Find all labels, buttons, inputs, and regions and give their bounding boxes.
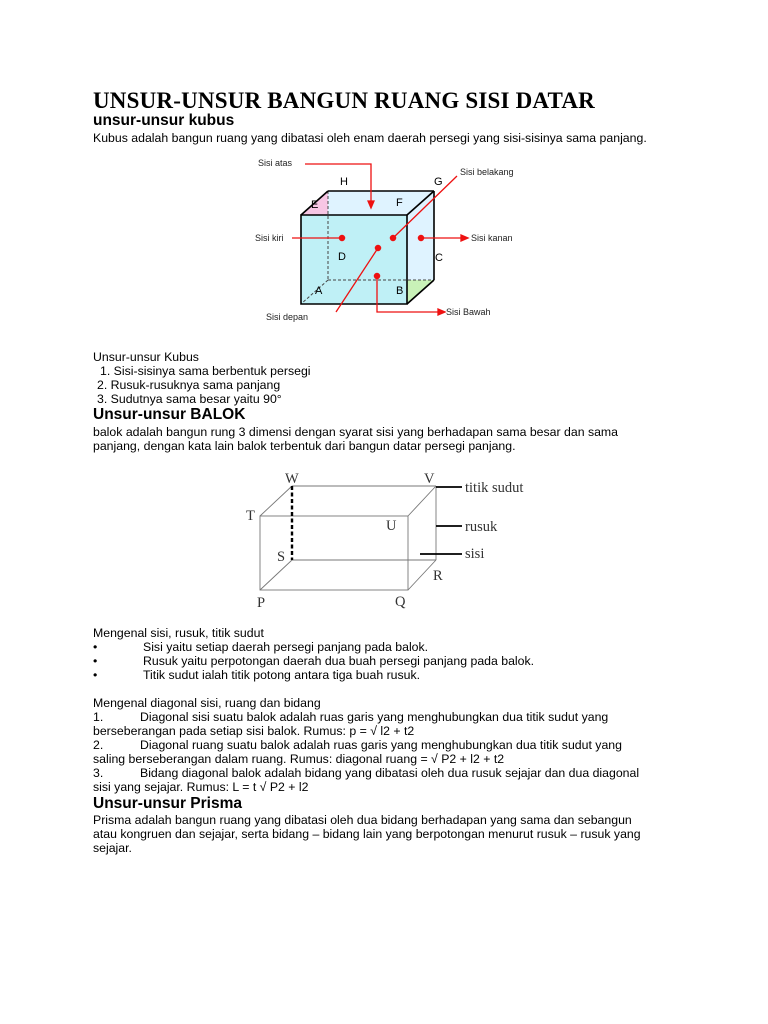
numbered-3-num: 3.: [93, 766, 104, 780]
label-sisi-bawah: Sisi Bawah: [446, 307, 491, 317]
kubus-item-3: 3. Sudutnya sama besar yaitu 90°: [97, 392, 282, 406]
vertex-u: U: [386, 518, 397, 534]
numbered-2-line-1: Diagonal ruang suatu balok adalah ruas garis yang menghubungkan dua titik sudut yang: [140, 738, 622, 752]
vertex-e: E: [311, 199, 319, 211]
kubus-figure: [250, 152, 535, 337]
label-sisi-depan: Sisi depan: [266, 312, 309, 322]
kubus-item-2: 2. Rusuk-rusuknya sama panjang: [97, 378, 281, 392]
vertex-s: S: [277, 549, 286, 565]
vertex-v: V: [424, 471, 435, 487]
numbered-2-num: 2.: [93, 738, 104, 752]
kubus-heading: unsur-unsur kubus: [93, 112, 235, 129]
numbered-3-line-1: Bidang diagonal balok adalah bidang yang dibatasi oleh dua rusuk sejajar dan dua diagonal: [140, 766, 640, 780]
prisma-line-3: sejajar.: [93, 841, 132, 855]
mengenal-2-title: Mengenal diagonal sisi, ruang dan bidang: [93, 696, 321, 710]
label-sisi-atas: Sisi atas: [258, 158, 293, 168]
kubus-intro: Kubus adalah bangun ruang yang dibatasi oleh enam daerah persegi yang sisi-sisinya sama panjang.: [93, 131, 647, 145]
kubus-list-title: Unsur-unsur Kubus: [93, 350, 199, 364]
vertex-w: W: [285, 471, 299, 487]
numbered-2-line-2: saling berseberangan dalam ruang. Rumus: diagonal ruang = √ P2 + l2 + t2: [93, 752, 505, 766]
bullet-3-char: •: [93, 668, 98, 682]
numbered-3-line-2: sisi yang sejajar. Rumus: L = t √ P2 + l2: [93, 780, 309, 794]
vertex-r: R: [433, 568, 443, 584]
vertex-f: F: [396, 197, 403, 209]
prisma-line-2: atau kongruen dan sejajar, serta bidang – bidang lain yang berpotongan menurut rusuk – rusuk yang: [93, 827, 641, 841]
balok-figure: [240, 468, 540, 616]
bullet-3-text: Titik sudut ialah titik potong antara tiga buah rusuk.: [143, 668, 421, 682]
vertex-h: H: [340, 176, 348, 188]
prisma-heading: Unsur-unsur Prisma: [93, 795, 243, 812]
vertex-p: P: [257, 595, 266, 611]
vertex-c: C: [435, 252, 443, 264]
vertex-t: T: [246, 508, 255, 524]
label-sisi: sisi: [465, 546, 485, 562]
bullet-1-text: Sisi yaitu setiap daerah persegi panjang pada balok.: [143, 640, 429, 654]
numbered-1-line-2: berseberangan pada setiap sisi balok. Rumus: p = √ l2 + t2: [93, 724, 415, 738]
vertex-b: B: [396, 285, 404, 297]
page-title: UNSUR-UNSUR BANGUN RUANG SISI DATAR: [93, 88, 595, 113]
bullet-2-text: Rusuk yaitu perpotongan daerah dua buah persegi panjang pada balok.: [143, 654, 535, 668]
vertex-q: Q: [395, 594, 406, 610]
kubus-item-1: 1. Sisi-sisinya sama berbentuk persegi: [100, 364, 311, 378]
label-sisi-kiri: Sisi kiri: [255, 233, 284, 243]
mengenal-1-title: Mengenal sisi, rusuk, titik sudut: [93, 626, 264, 640]
label-titik-sudut: titik sudut: [465, 480, 524, 496]
balok-intro-line-1: balok adalah bangun rung 3 dimensi dengan syarat sisi yang berhadapan sama besar dan sama: [93, 425, 619, 439]
balok-intro-line-2: panjang, dengan kata lain balok terbentuk dari bangun datar persegi panjang.: [93, 439, 516, 453]
vertex-a: A: [315, 285, 323, 297]
numbered-1-num: 1.: [93, 710, 104, 724]
label-rusuk: rusuk: [465, 519, 498, 535]
label-sisi-kanan: Sisi kanan: [471, 233, 513, 243]
numbered-1-line-1: Diagonal sisi suatu balok adalah ruas garis yang menghubungkan dua titik sudut yang: [140, 710, 609, 724]
vertex-g: G: [434, 176, 443, 188]
bullet-2-char: •: [93, 654, 98, 668]
label-sisi-belakang: Sisi belakang: [460, 167, 514, 177]
prisma-line-1: Prisma adalah bangun ruang yang dibatasi oleh dua bidang berhadapan yang sama dan sebangun: [93, 813, 632, 827]
vertex-d: D: [338, 251, 346, 263]
bullet-1-char: •: [93, 640, 98, 654]
balok-heading: Unsur-unsur BALOK: [93, 406, 246, 423]
